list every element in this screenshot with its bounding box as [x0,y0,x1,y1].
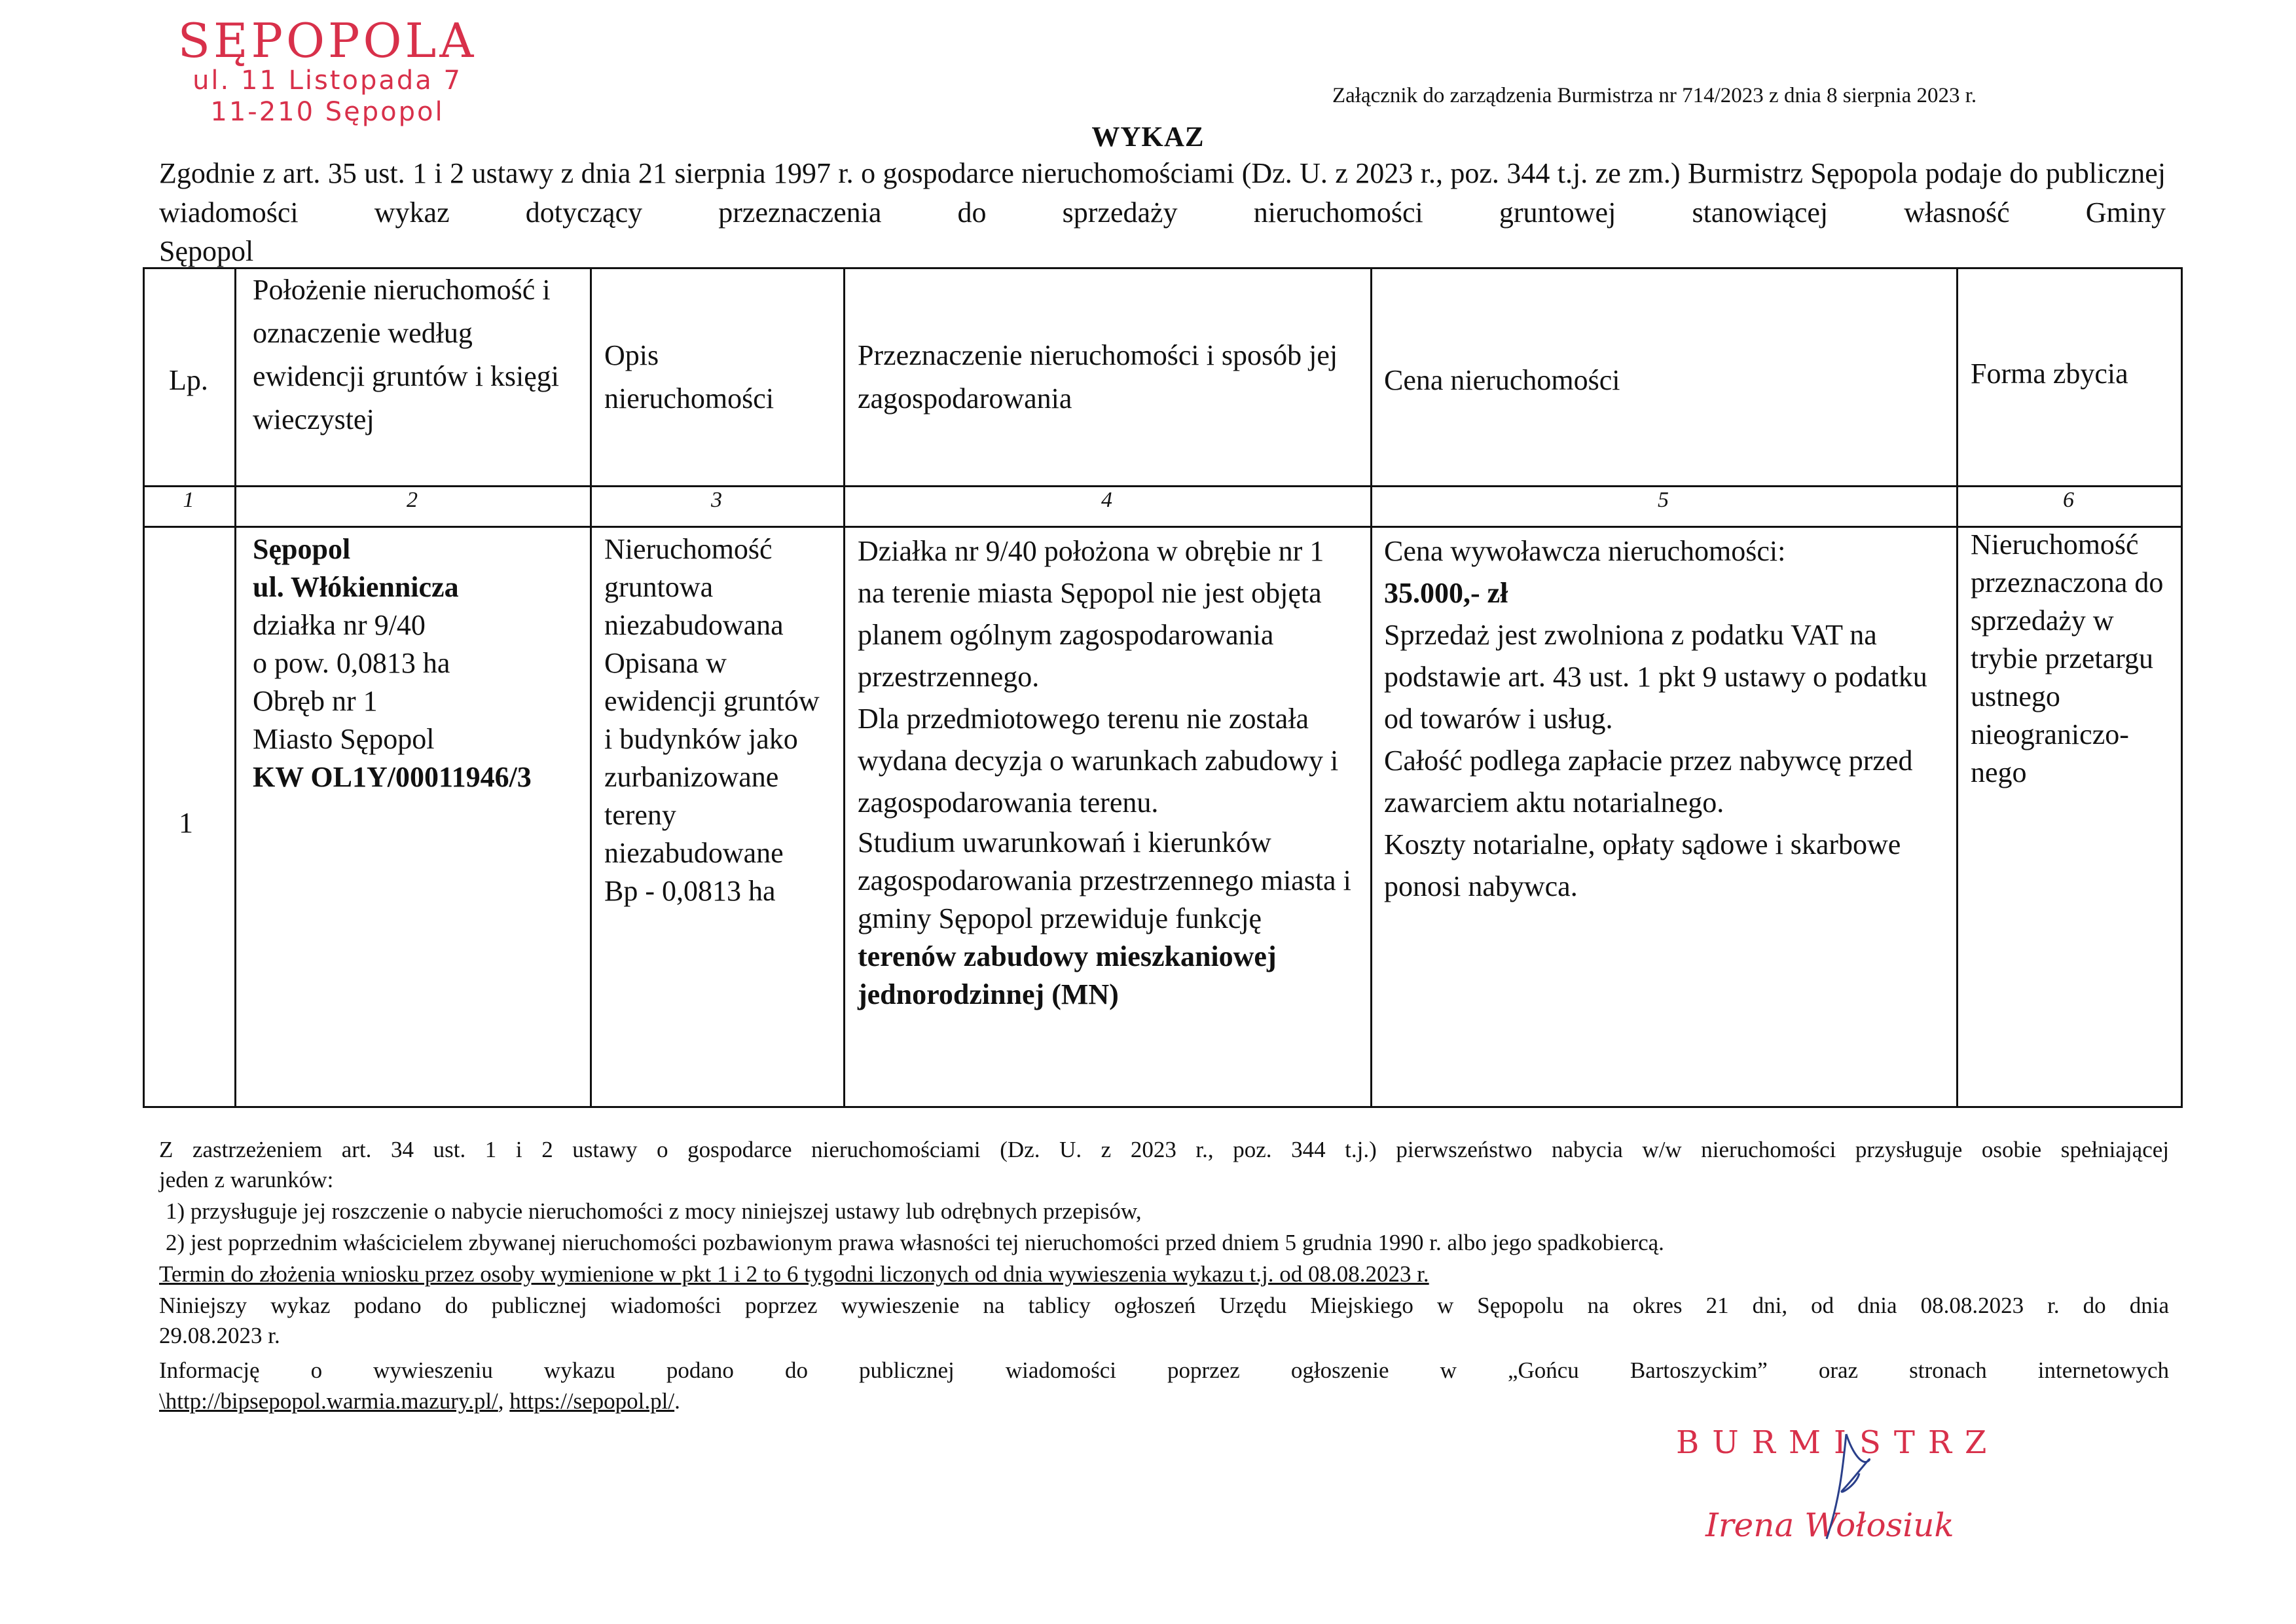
note-posting-tail: 29.08.2023 r. [159,1323,280,1348]
header-lp: Lp. [169,364,208,396]
row-location [253,530,580,796]
price-payment: Całość podlega zapłacie przez nabywcę przed zawarciem aktu notarialnego. [1384,745,1913,819]
price-costs: Koszty notarialne, opłaty sądowe i skarbowe ponosi nabywca. [1384,828,1901,902]
price-value: 35.000,- zł [1384,577,1508,609]
location-city: Miasto Sępopol [253,723,435,755]
header-description: Opis nieruchomości [604,339,774,415]
table-col-divider [590,267,592,1108]
signature-title: BURMISTRZ [1676,1424,2000,1461]
signature-scrawl-icon [1807,1428,1886,1545]
location-town: Sępopol [253,533,351,565]
purpose-paragraph: Działka nr 9/40 położona w obrębie nr 1 na terenie miasta Sępopol nie jest objęta planem ogólnym zagospodarowania przestrzennego. [858,535,1324,693]
row-form: Nieruchomość przeznaczona do sprzedaży w trybie przetargu ustnego nieograniczo-nego [1971,528,2164,788]
location-area: o pow. 0,0813 ha [253,647,450,679]
link-end: . [674,1388,680,1414]
note-condition-2: 2) jest poprzednim właścicielem zbywanej nieruchomości pozbawionym prawa własności tej nieruchomości przed dniem 5 grudnia 1990 r. albo jego spadkobiercą. [166,1230,1664,1255]
col-number: 2 [407,488,418,512]
page-title: WYKAZ [1091,122,1205,153]
location-plot: działka nr 9/40 [253,609,426,641]
col-number: 3 [711,488,722,512]
purpose-study-text: Studium uwarunkowań i kierunków zagospodarowania przestrzennego miasta i gminy Sępopol przewiduje funkcję [858,826,1351,934]
col-number: 6 [2063,488,2074,512]
stamp-street: ul. 11 Listopada 7 [192,65,462,96]
intro-text: Zgodnie z art. 35 ust. 1 i 2 ustawy z dnia 21 sierpnia 1997 r. o gospodarce nieruchomościami (Dz. U. z 2023 r., poz. 344 t.j. ze zm.) Burmistrz Sępopola podaje do publicznej wiadomości wykaz dotyczący przeznaczenia do sprzedaży nieruchomości gruntowej stanowiącej własność Gminy [159,157,2166,229]
stamp-title: SĘPOPOLA [177,13,477,68]
location-street: ul. Włókiennicza [253,571,459,603]
row-lp: 1 [179,807,193,839]
purpose-paragraph: Dla przedmiotowego terenu nie została wydana decyzja o warunkach zabudowy i zagospodarowania terenu. [858,703,1339,819]
link-separator: , [498,1388,510,1414]
table-col-divider [843,267,845,1108]
location-land-register: KW OL1Y/00011946/3 [253,761,532,793]
header-location: Położenie nieruchomość i oznaczenie według ewidencji gruntów i księgi wieczystej [253,274,560,435]
col-number: 4 [1101,488,1112,512]
table-row-divider [143,485,2183,487]
note-links [159,1386,2169,1416]
note-priority: Z zastrzeżeniem art. 34 ust. 1 i 2 ustawy o gospodarce nieruchomościami (Dz. U. z 2023 r., poz. 344 t.j.) pierwszeństwo nabycia w/w nieruchomości przysługuje osobie spełniającej [159,1137,2169,1162]
table-border-bottom [143,1106,2183,1108]
table-row-divider [143,526,2183,528]
stamp-city: 11-210 Sępopol [210,97,445,127]
header-price: Cena nieruchomości [1384,364,1620,396]
table-border-right [2181,267,2183,1108]
header-form: Forma zbycia [1971,358,2128,390]
header-purpose: Przeznaczenie nieruchomości i sposób jej zagospodarowania [858,339,1338,415]
table-col-divider [234,267,236,1108]
property-table [143,267,2183,1108]
note-information: Informację o wywieszeniu wykazu podano do publicznej wiadomości poprzez ogłoszenie w „Gońcu Bartoszyckim” oraz stronach internetowych [159,1357,2169,1383]
note-posting: Niniejszy wykaz podano do publicznej wiadomości poprzez wywieszenie na tablicy ogłoszeń Urzędu Miejskiego w Sępopolu na okres 21 dni, od dnia 08.08.2023 r. do dnia [159,1293,2169,1318]
link-website[interactable]: https://sepopol.pl/ [509,1388,675,1414]
row-purpose [858,530,1355,1014]
price-vat: Sprzedaż jest zwolniona z podatku VAT na podstawie art. 43 ust. 1 pkt 9 ustawy o podatku od towarów i usług. [1384,619,1927,735]
location-precinct: Obręb nr 1 [253,685,378,717]
annex-note: Załącznik do zarządzenia Burmistrza nr 714/2023 z dnia 8 sierpnia 2023 r. [1332,84,1977,107]
row-price [1384,530,1947,908]
price-label: Cena wywoławcza nieruchomości: [1384,535,1786,567]
table-border-left [143,267,145,1108]
col-number: 5 [1658,488,1669,512]
signature-name: Irena Wołosiuk [1705,1506,1954,1544]
intro-text-tail: Sępopol [159,235,254,267]
col-number: 1 [183,488,194,512]
note-deadline: Termin do złożenia wniosku przez osoby wymienione w pkt 1 i 2 to 6 tygodni liczonych od dnia wywieszenia wykazu t.j. od 08.08.2023 r. [159,1261,1429,1287]
purpose-paragraph [858,824,1355,1014]
table-col-divider [1956,267,1958,1108]
note-condition-1: 1) przysługuje jej roszczenie o nabycie nieruchomości z mocy niniejszej ustawy lub odrębnych przepisów, [166,1198,1142,1224]
link-bip[interactable]: \http://bipsepopol.warmia.mazury.pl/ [159,1388,498,1414]
row-description: Nieruchomość gruntowa niezabudowana Opisana w ewidencji gruntów i budynków jako zurbanizowane tereny niezabudowane Bp - 0,0813 ha [604,533,820,907]
purpose-zoning: terenów zabudowy mieszkaniowej jednorodzinnej (MN) [858,940,1277,1010]
note-priority-tail: jeden z warunków: [159,1167,334,1192]
table-col-divider [1370,267,1372,1108]
